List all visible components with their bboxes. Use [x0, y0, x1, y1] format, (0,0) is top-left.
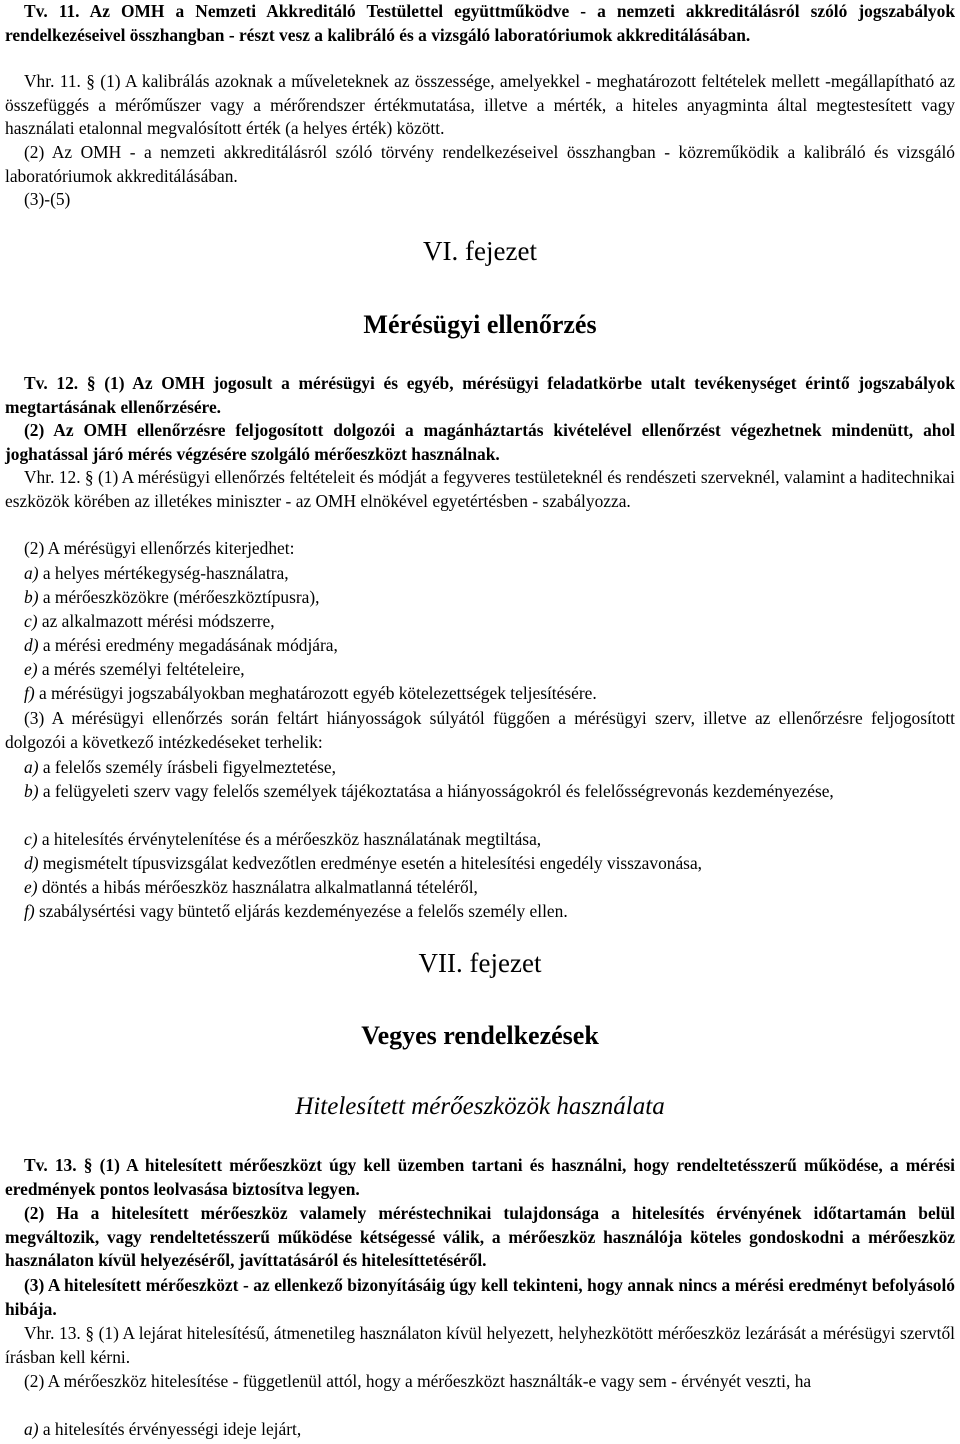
list-item: [5, 780, 955, 804]
paragraph: (3) A hitelesített mérőeszközt - az ellenkező bizonyításáig úgy kell tekinteni, hogy annak nincs a mérési eredményt befolyásoló hibája.: [5, 1275, 955, 1319]
list-item: [5, 828, 960, 852]
list-item: [5, 682, 960, 706]
chapter-heading: VII. fejezet: [418, 948, 542, 978]
section-subtitle: Hitelesített mérőeszközök használata: [295, 1093, 665, 1120]
list-item-text: a helyes mértékegység-használatra,: [38, 563, 289, 583]
list-item-label: d): [24, 853, 39, 873]
list-item: [5, 900, 960, 924]
list-item-label: f): [24, 901, 35, 921]
list-item-text: szabálysértési vagy büntető eljárás kezdeményezése a felelős személy ellen.: [34, 901, 568, 921]
list-item-text: megismételt típusvizsgálat kedvezőtlen eredménye esetén a hitelesítési engedély visszavonása,: [38, 853, 703, 873]
list-item-text: a felügyeleti szerv vagy felelős személyek tájékoztatása a hiányosságokról és felelősségrevonás kezdeményezése,: [38, 781, 834, 801]
section-title: Mérésügyi ellenőrzés: [363, 310, 597, 339]
paragraph: Tv. 12. § (1) Az OMH jogosult a mérésügyi és egyéb, mérésügyi feladatkörbe utalt tevékenységet érintő jogszabályok megtartásának ellenőrzésére.: [5, 373, 955, 417]
list-item-label: f): [24, 683, 35, 703]
list-item: [5, 756, 960, 780]
paragraph: (2) A mérésügyi ellenőrzés kiterjedhet:: [24, 538, 295, 558]
paragraph: (2) Az OMH ellenőrzésre feljogosított dolgozói a magánháztartás kivételével ellenőrzést végezhetnek mindenütt, ahol joghatással járó mérés végzésére szolgáló mérőeszközt használnak.: [5, 420, 955, 464]
list-item: [5, 562, 960, 586]
list-item: [5, 852, 960, 876]
list-item-label: b): [24, 781, 39, 801]
list-item-label: a): [24, 1419, 39, 1439]
list-item-label: b): [24, 587, 39, 607]
paragraph: Vhr. 11. § (1) A kalibrálás azoknak a műveleteknek az összessége, amelyekkel - meghatározott feltételek mellett -megállapítható az összefüggés a mérőműszer vagy a mérőrendszer értékmutatása, illetve a mérték, a hiteles anyagminta által megtestesített vagy használati etalonnal megvalósított érték (a helyes érték) között.: [5, 71, 955, 138]
list-item-text: a hitelesítés érvénytelenítése és a mérőeszköz használatának megtiltása,: [37, 829, 542, 849]
list-item-label: c): [24, 829, 38, 849]
paragraph: (2) Ha a hitelesített mérőeszköz valamely méréstechnikai tulajdonsága a hitelesítés érvényének időtartamán belül megváltozik, vagy rendeltetésszerű működése kétségessé válik, a mérőeszköz használója köteles gondoskodni a mérőeszköz használaton kívül helyezéséről, javíttatásáról és hitelesíttetéséről.: [5, 1203, 955, 1270]
list-item-text: a mérés személyi feltételeire,: [37, 659, 245, 679]
list-item: [5, 634, 960, 658]
list-item-text: a mérési eredmény megadásának módjára,: [38, 635, 338, 655]
paragraph: (2) Az OMH - a nemzeti akkreditálásról szóló törvény rendelkezéseivel összhangban - közreműködik a kalibráló és vizsgáló laboratóriumok akkreditálásában.: [5, 142, 955, 186]
paragraph: (2) A mérőeszköz hitelesítése - függetlenül attól, hogy a mérőeszközt használták-e vagy sem - érvényét veszti, ha: [24, 1371, 812, 1391]
list-item-label: c): [24, 611, 38, 631]
list-item-text: döntés a hibás mérőeszköz használatra alkalmatlanná tételéről,: [37, 877, 478, 897]
section-title: Vegyes rendelkezések: [361, 1021, 599, 1050]
list-item-label: e): [24, 877, 38, 897]
chapter-heading: VI. fejezet: [423, 236, 537, 266]
list-item: [5, 658, 960, 682]
list-item-label: e): [24, 659, 38, 679]
list-item: [5, 1418, 960, 1442]
list-item: [5, 586, 960, 610]
list-item-label: a): [24, 757, 39, 777]
list-item-text: a mérőeszközökre (mérőeszköztípusra),: [38, 587, 320, 607]
list-item-text: a felelős személy írásbeli figyelmeztetése,: [38, 757, 336, 777]
list-item: [5, 876, 960, 900]
paragraph: Vhr. 13. § (1) A lejárat hitelesítésű, átmenetileg használaton kívül helyezett, helyhezkötött mérőeszköz lezárását a mérésügyi szervtől írásban kell kérni.: [5, 1323, 955, 1367]
list-item-label: a): [24, 563, 39, 583]
paragraph: Vhr. 12. § (1) A mérésügyi ellenőrzés feltételeit és módját a fegyveres testületeknél és rendészeti szerveknél, valamint a haditechnikai eszközök körében az illetékes miniszter - az OMH elnökével egyetértésben - szabályozza.: [5, 467, 955, 511]
paragraph: (3) A mérésügyi ellenőrzés során feltárt hiányosságok súlyától függően a mérésügyi szerv, illetve az ellenőrzésre feljogosított dolgozói a következő intézkedéseket terhelik:: [5, 708, 955, 752]
paragraph: (3)-(5): [24, 189, 71, 209]
list-item-text: a mérésügyi jogszabályokban meghatározott egyéb kötelezettségek teljesítésére.: [34, 683, 597, 703]
paragraph: Tv. 13. § (1) A hitelesített mérőeszközt úgy kell üzemben tartani és használni, hogy rendeltetésszerű működése, a mérési eredmények pontos leolvasása biztosítva legyen.: [5, 1155, 955, 1199]
list-item: [5, 610, 960, 634]
list-item-label: d): [24, 635, 39, 655]
list-item-text: a hitelesítés érvényességi ideje lejárt,: [38, 1419, 302, 1439]
paragraph: Tv. 11. Az OMH a Nemzeti Akkreditáló Testülettel együttműködve - a nemzeti akkreditálásról szóló jogszabályok rendelkezéseivel összhangban - részt vesz a kalibráló és a vizsgáló laboratóriumok akkreditálásában.: [5, 1, 955, 45]
list-item-text: az alkalmazott mérési módszerre,: [37, 611, 275, 631]
